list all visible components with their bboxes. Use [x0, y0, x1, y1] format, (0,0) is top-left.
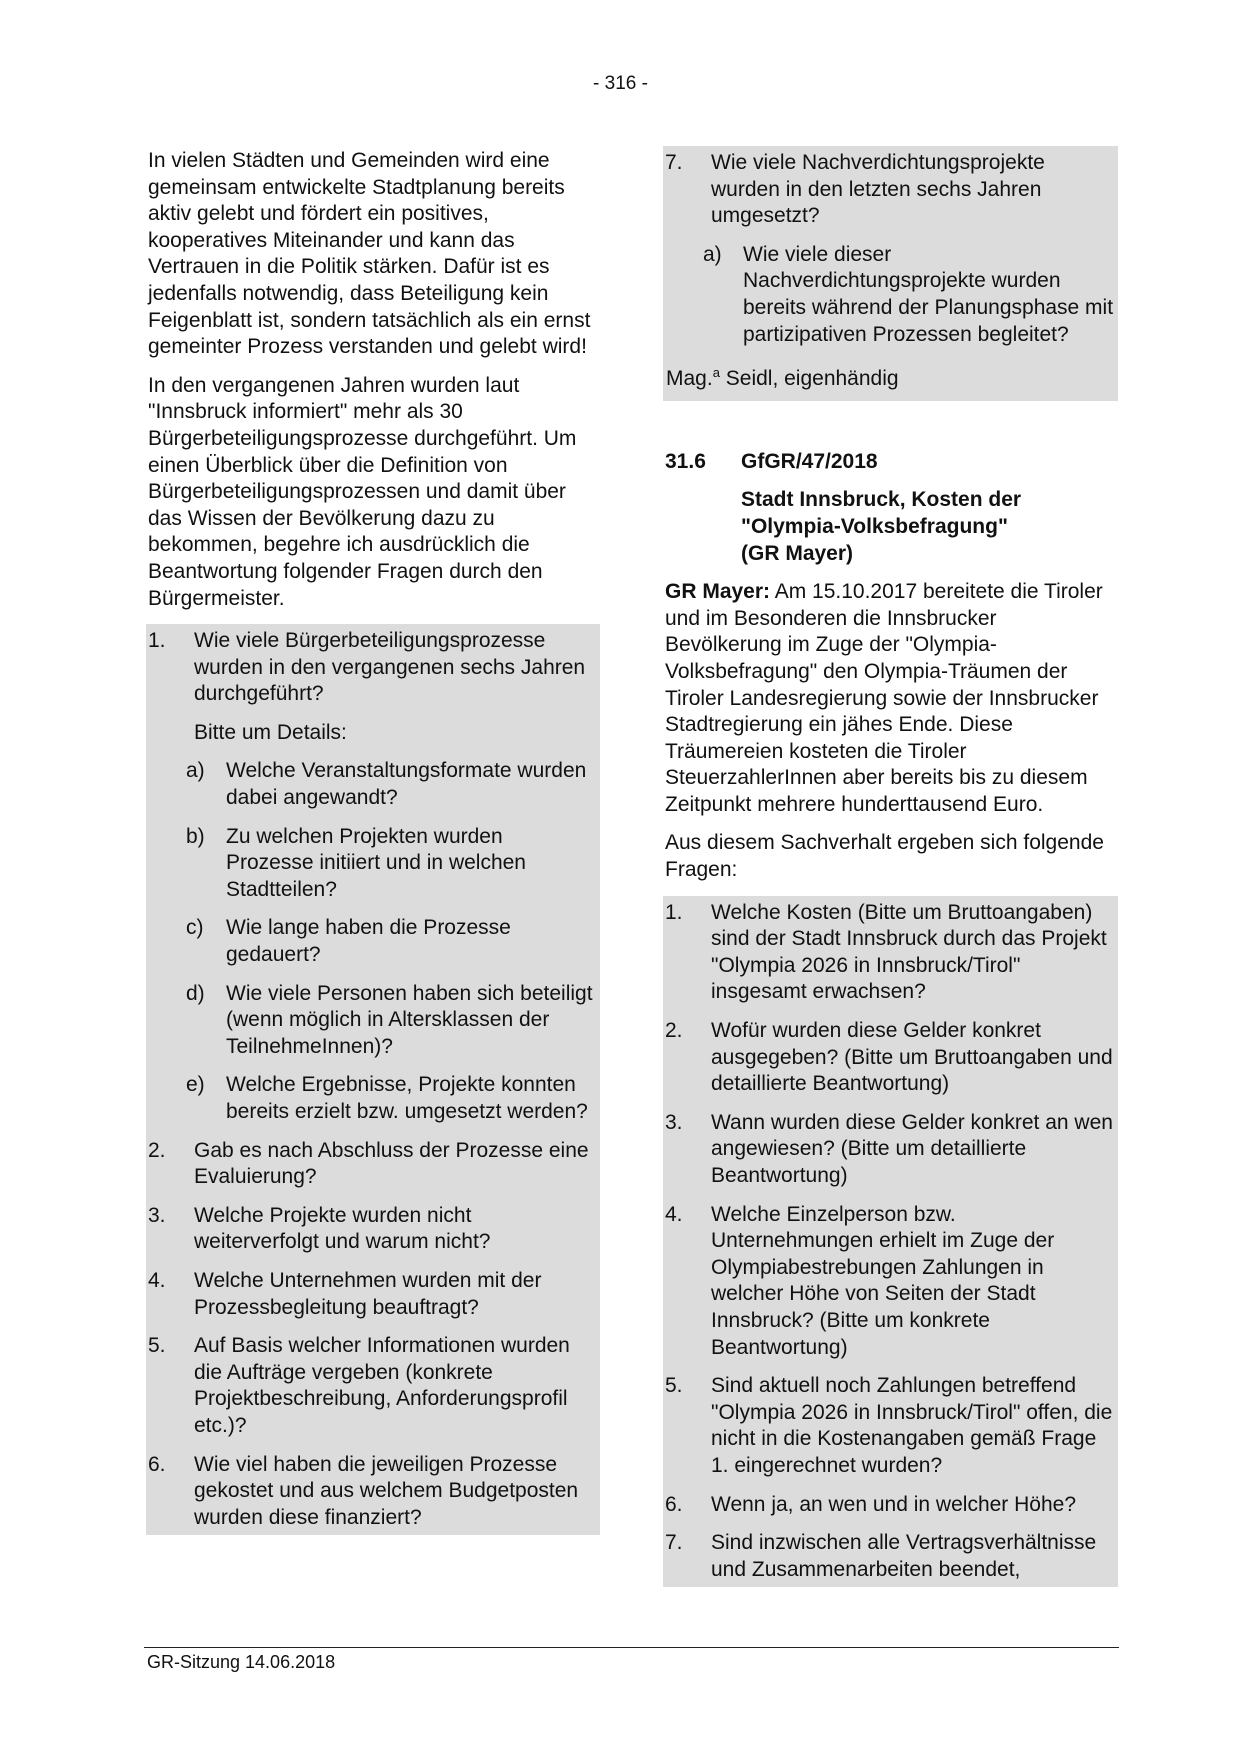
sub-question-text: Wie lange haben die Prozesse gedauert? [226, 916, 511, 967]
sub-question-letter: d) [186, 981, 205, 1005]
question-number: 3. [665, 1110, 683, 1134]
question-number: 2. [148, 1138, 166, 1162]
question-item [663, 1530, 1114, 1583]
sub-question-text: Welche Veranstaltungsformate wurden dabei angewandt? [226, 759, 587, 810]
question-block-continued [663, 146, 1118, 401]
question-text: Sind aktuell noch Zahlungen betreffend "Olympia 2026 in Innsbruck/Tirol" offen, die nicht in die Kostenangaben gemäß Frage 1. eingerechnet wurden? [711, 1374, 1113, 1477]
question-item [146, 1138, 596, 1191]
question-text: Wofür wurden diese Gelder konkret ausgegeben? (Bitte um Bruttoangaben und detaillierte Beantwortung) [711, 1019, 1113, 1096]
section-code: GfGR/47/2018 [741, 449, 878, 473]
footer-session-date: GR-Sitzung 14.06.2018 [147, 1652, 336, 1672]
question-text: Welche Kosten (Bitte um Bruttoangaben) sind der Stadt Innsbruck durch das Projekt "Olympia 2026 in Innsbruck/Tirol" insgesamt erwachsen? [711, 900, 1107, 1004]
sub-question-item [146, 758, 596, 811]
question-text: Sind inzwischen alle Vertragsverhältnisse und Zusammenarbeiten beendet, [711, 1531, 1097, 1581]
question-item [146, 1268, 596, 1321]
question-item [663, 1202, 1114, 1362]
question-item [146, 1452, 596, 1532]
question-item [663, 900, 1114, 1006]
question-number: 2. [665, 1019, 683, 1043]
sub-question-letter: a) [186, 759, 205, 783]
sub-question-text: Welche Ergebnisse, Projekte konnten bereits erzielt bzw. umgesetzt werden? [226, 1073, 588, 1123]
question-text: Welche Projekte wurden nicht weiterverfolgt und warum nicht? [194, 1203, 491, 1254]
sub-question-item [146, 915, 596, 968]
left-column [146, 148, 600, 1535]
question-number: 6. [148, 1452, 166, 1476]
question-item [663, 1492, 1114, 1519]
sub-question-letter: c) [186, 916, 204, 940]
question-text: Wie viel haben die jeweiligen Prozesse gekostet und aus welchem Budgetposten wurden diese finanziert? [194, 1452, 579, 1529]
sub-question-item [146, 981, 596, 1061]
sub-question-letter: e) [186, 1073, 205, 1097]
speech-paragraph: GR Mayer: Am 15.10.2017 bereitete die Tiroler und im Besonderen die Innsbrucker Bevölkerung im Zuge der "Olympia-Volksbefragung" den Olympia-Träumen der Tiroler Landesregierung sowie der Innsbrucker Stadtregierung ein jähes Ende. Diese Träumereien kosteten die Tiroler SteuerzahlerInnen aber bereits bis zu diesem Zeitpunkt mehrere hunderttausend Euro. [665, 580, 1103, 816]
question-text: Wie viele Nachverdichtungsprojekte wurden in den letzten sechs Jahren umgesetzt? [711, 151, 1045, 228]
sub-question-text: Zu welchen Projekten wurden Prozesse initiiert und in welchen Stadtteilen? [226, 824, 526, 901]
question-item [663, 1373, 1114, 1479]
intro-paragraph-1: In vielen Städten und Gemeinden wird eine gemeinsam entwickelte Stadtplanung bereits aktiv gelebt und fördert ein positives, kooperatives Miteinander und kann das Vertrauen in die Politik stärken. Dafür ist es jedenfalls notwendig, dass Beteiligung kein Feigenblatt ist, sondern tatsächlich als ein ernst gemeinter Prozess verstanden und gelebt wird! [148, 149, 591, 359]
sub-question-text: Wie viele dieser Nachverdichtungsprojekte wurden bereits während der Planungsphase mit partizipativen Prozessen begleitet? [743, 242, 1114, 346]
intro-paragraph-2: In den vergangenen Jahren wurden laut "Innsbruck informiert" mehr als 30 Bürgerbeteiligungsprozesse durchgeführt. Um einen Überblick über die Definition von Bürgerbeteiligungsprozessen und damit über das Wissen der Bevölkerung dazu zu bekommen, begehre ich ausdrücklich die Beantwortung folgender Fragen durch den Bürgermeister. [148, 373, 577, 610]
question-number: 5. [148, 1334, 166, 1358]
question-number: 5. [665, 1374, 683, 1398]
sub-question-letter: b) [186, 824, 205, 848]
sub-question-item [146, 824, 596, 904]
question-item [146, 628, 596, 708]
question-number: 4. [665, 1202, 683, 1226]
question-text: Welche Einzelperson bzw. Unternehmungen erhielt im Zuge der Olympiabestrebungen Zahlungen in welcher Höhe von Seiten der Stadt Innsbruck? (Bitte um konkrete Beantwortung) [711, 1202, 1055, 1359]
signature: Mag.$^a$ Seidl, eigenhändig [666, 365, 899, 391]
question-item [663, 150, 1114, 230]
sub-question-item [146, 1072, 596, 1125]
question-text: Wie viele Bürgerbeteiligungsprozesse wurden in den vergangenen sechs Jahren durchgeführt? [194, 629, 586, 706]
questions-intro: Aus diesem Sachverhalt ergeben sich folgende Fragen: [665, 831, 1104, 882]
question-block-left [146, 624, 600, 1535]
section-heading [663, 449, 1118, 476]
question-block-right [663, 896, 1118, 1588]
question-item [663, 1018, 1114, 1098]
question-number: 4. [148, 1268, 166, 1292]
question-number: 7. [665, 151, 683, 174]
speaker-name: GR Mayer: [665, 580, 771, 604]
footer-divider [144, 1647, 1119, 1648]
page-number: - 316 - [593, 73, 648, 94]
question-number: 1. [665, 900, 683, 924]
sub-question-letter: a) [703, 242, 722, 266]
question-text: Gab es nach Abschluss der Prozesse eine Evaluierung? [194, 1138, 589, 1189]
section-number: 31.6 [665, 449, 706, 473]
details-label: Bitte um Details: [194, 720, 347, 744]
question-item [663, 1110, 1114, 1190]
sub-question-item [663, 242, 1114, 348]
right-column [663, 146, 1118, 1587]
question-text: Wenn ja, an wen und in welcher Höhe? [711, 1492, 1077, 1516]
question-item [146, 1333, 596, 1439]
question-number: 7. [665, 1531, 683, 1555]
question-number: 1. [148, 629, 166, 653]
question-number: 3. [148, 1203, 166, 1227]
section-title: Stadt Innsbruck, Kosten der "Olympia-Volksbefragung" (GR Mayer) [741, 488, 1022, 565]
question-number: 6. [665, 1492, 683, 1516]
sub-question-text: Wie viele Personen haben sich beteiligt (wenn möglich in Altersklassen der TeilnehmeInnen)? [226, 981, 593, 1058]
question-item [146, 1203, 596, 1256]
question-text: Welche Unternehmen wurden mit der Prozessbegleitung beauftragt? [194, 1268, 542, 1319]
question-text: Wann wurden diese Gelder konkret an wen angewiesen? (Bitte um detaillierte Beantwortung) [711, 1110, 1113, 1187]
question-text: Auf Basis welcher Informationen wurden die Aufträge vergeben (konkrete Projektbeschreibung, Anforderungsprofil etc.)? [194, 1334, 570, 1437]
